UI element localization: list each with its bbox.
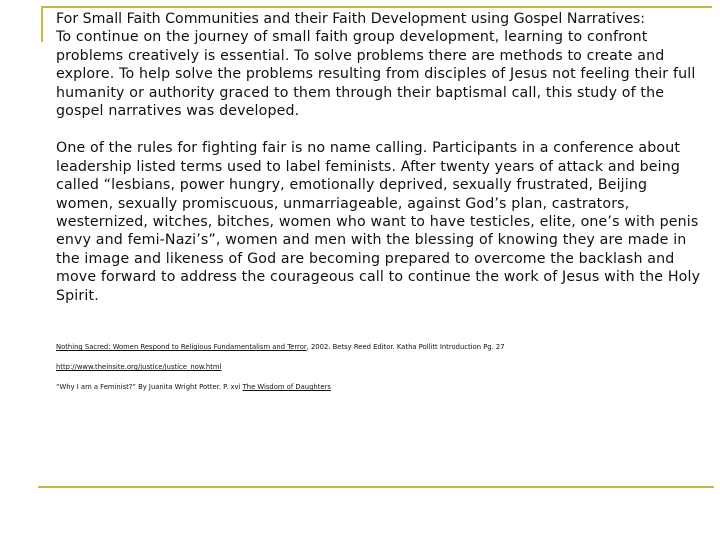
reference-3 bbox=[56, 383, 702, 392]
reference-2-link[interactable]: http://www.theinsite.org/justice/justice_now.html bbox=[56, 363, 222, 372]
intro-paragraph: To continue on the journey of small faith group development, learning to confront problems creatively is essential. To solve problems there are methods to create and explore. To help solve the problems resulting from disciples of Jesus not feeling their full humanity or authority graced to them through their baptismal call, this study of the gospel narratives was developed. bbox=[56, 29, 696, 120]
slide-title: For Small Faith Communities and their Faith Development using Gospel Narratives: bbox=[56, 11, 646, 27]
reference-1 bbox=[56, 343, 702, 352]
reference-3-prefix: “Why I am a Feminist?” By Juanita Wright Potter. P. xvi bbox=[56, 383, 243, 392]
paragraph-gap bbox=[56, 120, 702, 139]
reference-3-title: The Wisdom of Daughters bbox=[242, 383, 331, 392]
top-rule bbox=[42, 6, 712, 8]
references bbox=[56, 343, 702, 392]
slide-content bbox=[56, 10, 702, 403]
body-paragraph: One of the rules for fighting fair is no name calling. Participants in a conference about leadership listed terms used to label feminists. After twenty years of attack and being called “lesbians, power hungry, emotionally deprived, sexually frustrated, Beijing women, sexually promiscuous, unmarriageable, against God’s plan, castrators, westernized, witches, bitches, women who want to have testicles, elite, one’s with penis envy and femi-Nazi’s”, women and men with the blessing of knowing they are made in the image and likeness of God are becoming prepared to overcome the backlash and move forward to address the courageous call to continue the work of Jesus with the Holy Spirit. bbox=[56, 140, 701, 304]
reference-2 bbox=[56, 363, 702, 372]
bottom-rule bbox=[38, 486, 714, 488]
left-accent-rule bbox=[41, 6, 43, 42]
reference-1-title: Nothing Sacred: Women Respond to Religious Fundamentalism and Terror bbox=[56, 343, 307, 352]
reference-1-details: , 2002. Betsy Reed Editor. Katha Pollitt Introduction Pg. 27 bbox=[306, 343, 505, 352]
